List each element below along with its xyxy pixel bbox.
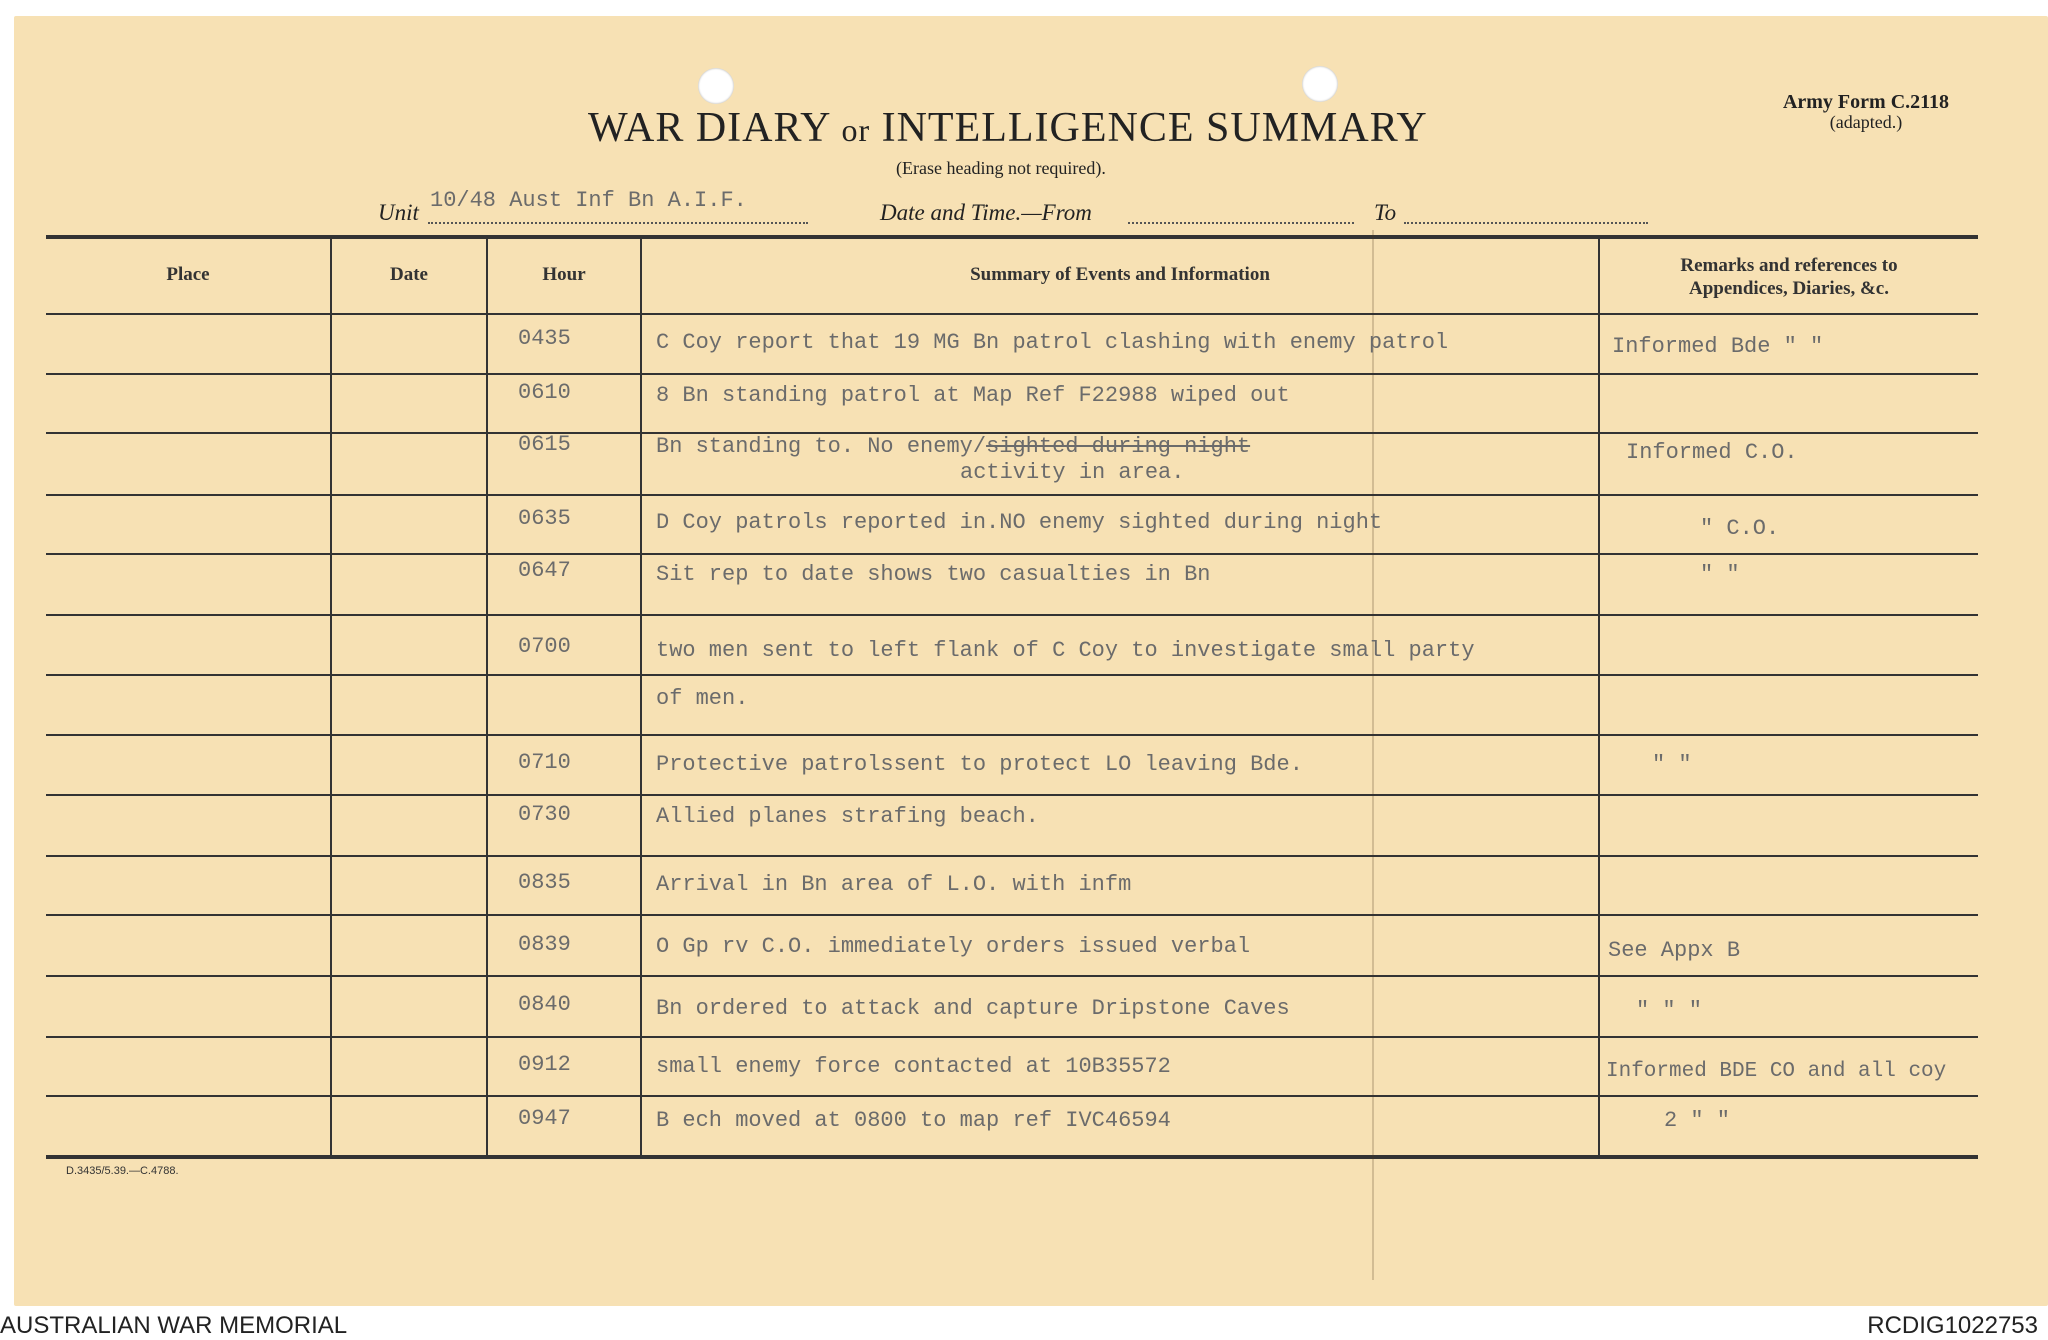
row-rule [46, 553, 1978, 555]
entry-summary [656, 434, 1250, 459]
title-or: or [841, 112, 871, 148]
entry-summary: small enemy force contacted at 10B35572 [656, 1054, 1171, 1079]
entry-remarks: " C.O. [1700, 516, 1780, 541]
entry-hour: 0615 [518, 432, 571, 457]
entry-hour: 0635 [518, 506, 571, 531]
entry-summary: of men. [656, 686, 749, 711]
form-reference [1770, 92, 1962, 132]
entry-summary: B ech moved at 0800 to map ref IVC46594 [656, 1108, 1171, 1133]
table-bottom-rule [46, 1155, 1978, 1159]
entry-summary: Sit rep to date shows two casualties in Bn [656, 562, 1211, 587]
header-remarks-line2: Appendices, Diaries, &c. [1688, 277, 1889, 299]
entry-summary: Bn ordered to attack and capture Dripstone Caves [656, 996, 1290, 1021]
entry-remarks: Informed C.O. [1626, 440, 1798, 465]
form-subtitle: (Erase heading not required). [896, 158, 1106, 178]
entry-summary-part: Bn standing to. No enemy/ [656, 434, 987, 459]
from-dotline [1128, 222, 1354, 224]
row-rule [46, 614, 1978, 616]
entry-hour: 0835 [518, 870, 571, 895]
header-date: Date [390, 264, 428, 285]
row-rule [46, 975, 1978, 977]
entry-summary: Protective patrolssent to protect LO leaving Bde. [656, 752, 1303, 777]
entry-hour: 0839 [518, 932, 571, 957]
unit-dotline [428, 222, 808, 224]
header-remarks-line1: Remarks and references to [1680, 255, 1898, 276]
row-rule [46, 1036, 1978, 1038]
entry-hour: 0710 [518, 750, 571, 775]
entry-hour: 0700 [518, 634, 571, 659]
entry-hour: 0610 [518, 380, 571, 405]
entry-hour: 0435 [518, 326, 571, 351]
entry-hour: 0730 [518, 802, 571, 827]
row-rule [46, 794, 1978, 796]
row-rule [46, 373, 1978, 375]
row-rule [46, 734, 1978, 736]
form-number: Army Form C.2118 [1782, 91, 1950, 113]
table-top-rule [46, 235, 1978, 239]
entry-hour: 0647 [518, 558, 571, 583]
footer-institution: AUSTRALIAN WAR MEMORIAL [0, 1312, 348, 1339]
row-rule [46, 914, 1978, 916]
row-rule [46, 855, 1978, 857]
row-rule [46, 1095, 1978, 1097]
header-summary: Summary of Events and Information [970, 264, 1270, 285]
entry-hour: 0840 [518, 992, 571, 1017]
header-place: Place [166, 264, 210, 285]
unit-value: 10/48 Aust Inf Bn A.I.F. [430, 188, 747, 213]
form-title [588, 104, 1428, 152]
entry-remarks: 2 " " [1664, 1108, 1731, 1133]
entry-remarks: Informed Bde " " [1612, 334, 1824, 359]
entry-summary-continued: activity in area. [960, 460, 1185, 485]
entry-summary: C Coy report that 19 MG Bn patrol clashing with enemy patrol [656, 330, 1449, 355]
to-label: To [1374, 200, 1397, 225]
entry-hour: 0912 [518, 1052, 571, 1077]
row-rule [46, 674, 1978, 676]
entry-hour: 0947 [518, 1106, 571, 1131]
entry-summary-struck: sighted during night [986, 434, 1251, 459]
entry-remarks: See Appx B [1608, 938, 1741, 963]
paper-fold [1372, 230, 1374, 1280]
entry-remarks: Informed BDE CO and all coy [1606, 1060, 1947, 1083]
header-hour: Hour [542, 264, 586, 285]
to-dotline [1404, 222, 1648, 224]
archive-footer [0, 1306, 2048, 1339]
entry-summary: D Coy patrols reported in.NO enemy sighted during night [656, 510, 1383, 535]
entry-summary: 8 Bn standing patrol at Map Ref F22988 wiped out [656, 383, 1290, 408]
row-rule [46, 494, 1978, 496]
form-adapted: (adapted.) [1829, 112, 1903, 132]
entry-remarks: " " [1652, 752, 1692, 777]
print-code: D.3435/5.39.—C.4788. [66, 1165, 179, 1177]
footer-record-id: RCDIG1022753 [1867, 1312, 2038, 1339]
punch-hole-right [1302, 66, 1338, 102]
entry-remarks: " " " [1636, 998, 1703, 1023]
title-main: WAR DIARY [588, 105, 830, 151]
title-rest: INTELLIGENCE SUMMARY [881, 105, 1428, 151]
row-rule [46, 313, 1978, 315]
entry-summary: Arrival in Bn area of L.O. with infm [656, 872, 1132, 897]
entry-summary: Allied planes strafing beach. [656, 804, 1039, 829]
entry-summary: two men sent to left flank of C Coy to investigate small party [656, 638, 1475, 663]
entry-summary: O Gp rv C.O. immediately orders issued verbal [656, 934, 1251, 959]
entry-remarks: " " [1700, 562, 1740, 587]
header-remarks [1600, 255, 1978, 301]
date-time-label: Date and Time.—From [880, 200, 1092, 225]
unit-label: Unit [378, 200, 419, 225]
punch-hole-left [698, 68, 734, 104]
